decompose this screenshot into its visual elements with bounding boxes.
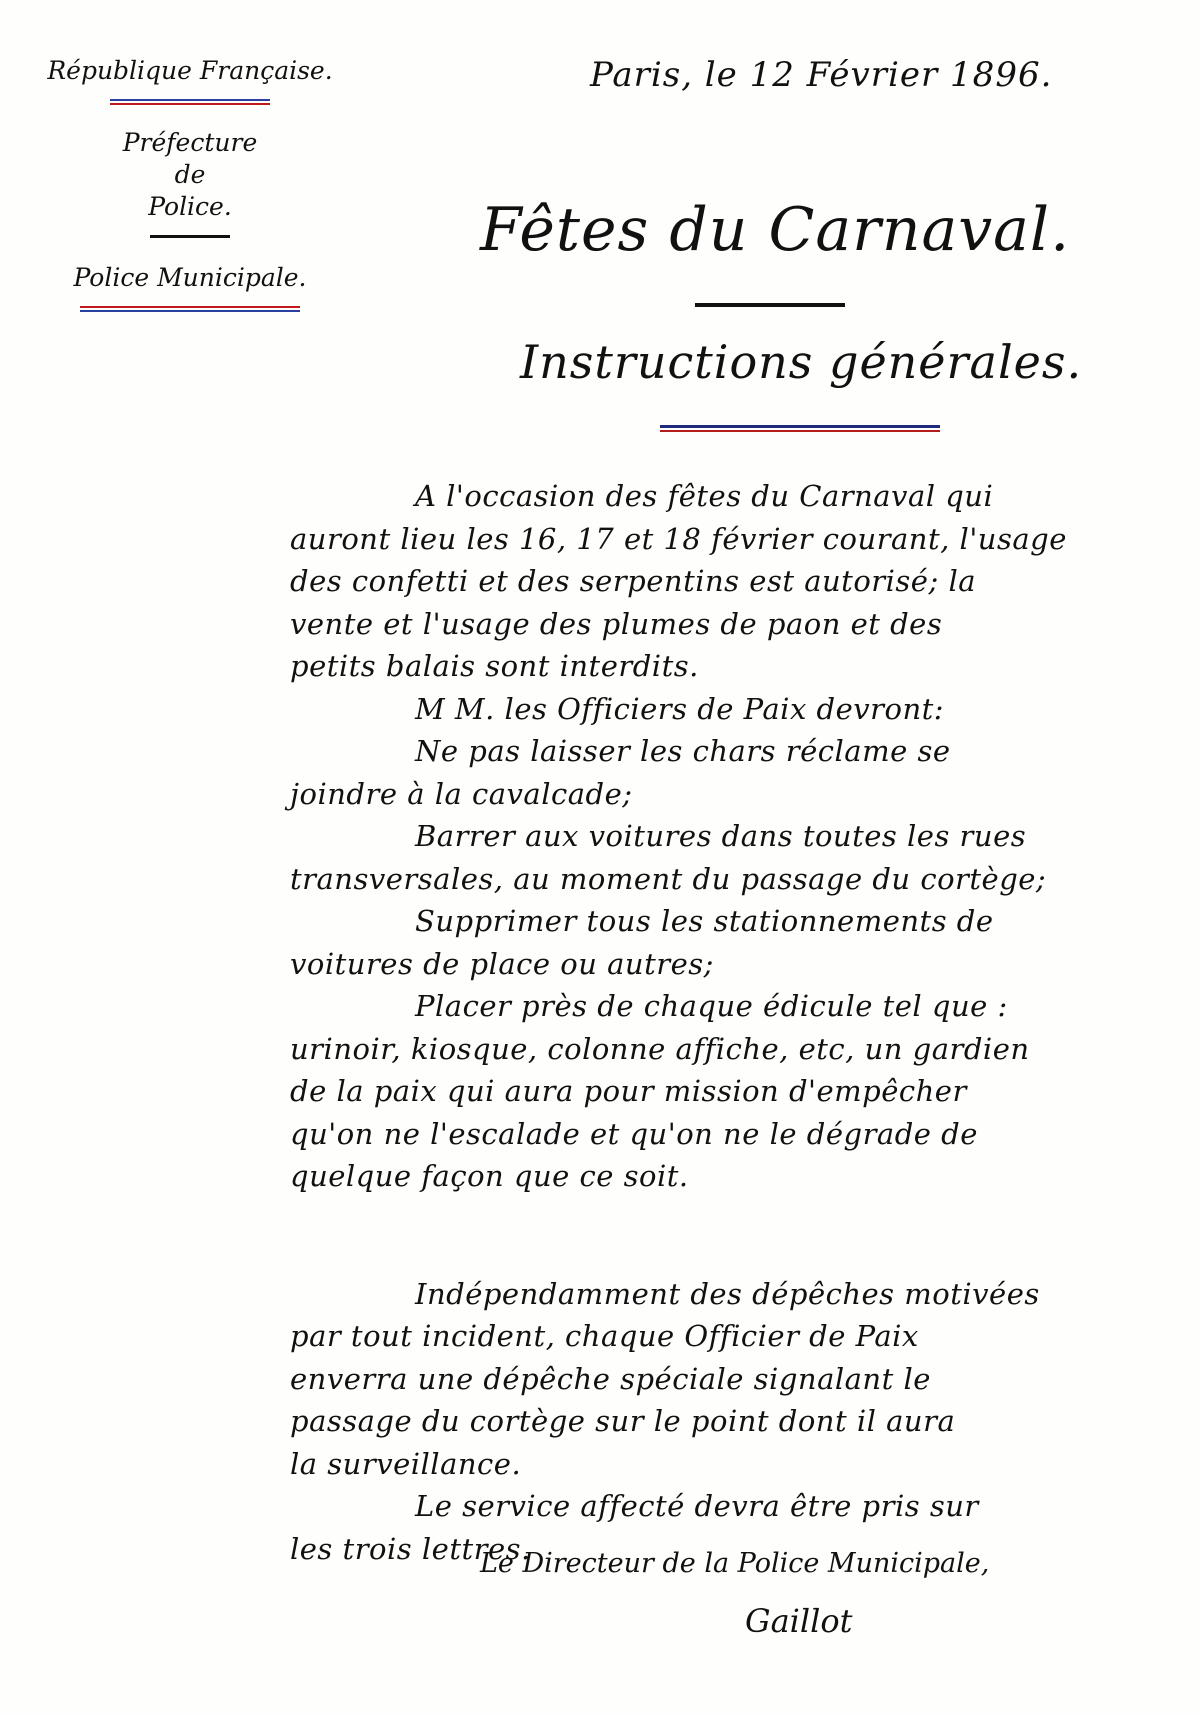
body-line: vente et l'usage des plumes de paon et des: [290, 606, 943, 641]
body-line: joindre à la cavalcade;: [290, 776, 633, 811]
letter-date: Paris, le 12 Février 1896.: [590, 55, 1053, 95]
prefecture-line-3: Police.: [148, 192, 232, 221]
body-line: voitures de place ou autres;: [290, 946, 714, 981]
body-line: petits balais sont interdits.: [290, 649, 699, 683]
body-line: des confetti et des serpentins est autorisé; la: [290, 564, 977, 598]
prefecture-line-1: Préfecture: [122, 128, 258, 157]
body-line: urinoir, kiosque, colonne affiche, etc, un gardien: [290, 1031, 1030, 1066]
body-line: Placer près de chaque édicule tel que :: [415, 989, 1008, 1023]
body-line: quelque façon que ce soit.: [290, 1159, 689, 1193]
prefecture-line-2: de: [174, 160, 206, 189]
body-line: par tout incident, chaque Officier de Paix: [290, 1319, 919, 1353]
body-line: Indépendamment des dépêches motivées: [415, 1276, 1040, 1311]
body-line: transversales, au moment du passage du cortège;: [290, 861, 1047, 896]
body-line: auront lieu les 16, 17 et 18 février courant, l'usage: [290, 521, 1067, 556]
document-subtitle: Instructions générales.: [520, 335, 1083, 389]
body-line: A l'occasion des fêtes du Carnaval qui: [415, 479, 994, 513]
body-line: M M. les Officiers de Paix devront:: [415, 691, 945, 726]
signature-name: Gaillot: [745, 1602, 853, 1640]
body-line: Supprimer tous les stationnements de: [415, 904, 994, 938]
body-line: Barrer aux voitures dans toutes les rues: [415, 819, 1027, 853]
letterhead: [40, 55, 340, 312]
tricolor-rule-bottom: [80, 306, 300, 312]
body-line: enverra une dépêche spéciale signalant le: [290, 1361, 931, 1396]
signature-title: Le Directeur de la Police Municipale,: [480, 1548, 990, 1579]
letter-body: [290, 475, 1170, 1570]
paragraph-gap: [290, 1198, 1170, 1273]
body-line: la surveillance.: [290, 1446, 522, 1481]
subtitle-underline: [660, 425, 940, 432]
title-underline: [695, 303, 845, 307]
body-line: Ne pas laisser les chars réclame se: [415, 734, 951, 768]
body-line: les trois lettres.: [290, 1531, 531, 1566]
document-title: Fêtes du Carnaval.: [480, 195, 1071, 265]
republic-heading: République Française.: [47, 56, 333, 85]
body-line: Le service affecté devra être pris sur: [415, 1489, 979, 1523]
body-line: passage du cortège sur le point dont il aura: [290, 1404, 956, 1438]
body-line: qu'on ne l'escalade et qu'on ne le dégrade de: [290, 1116, 978, 1151]
body-line: de la paix qui aura pour mission d'empêcher: [290, 1074, 967, 1108]
department-heading: Police Municipale.: [73, 263, 307, 292]
